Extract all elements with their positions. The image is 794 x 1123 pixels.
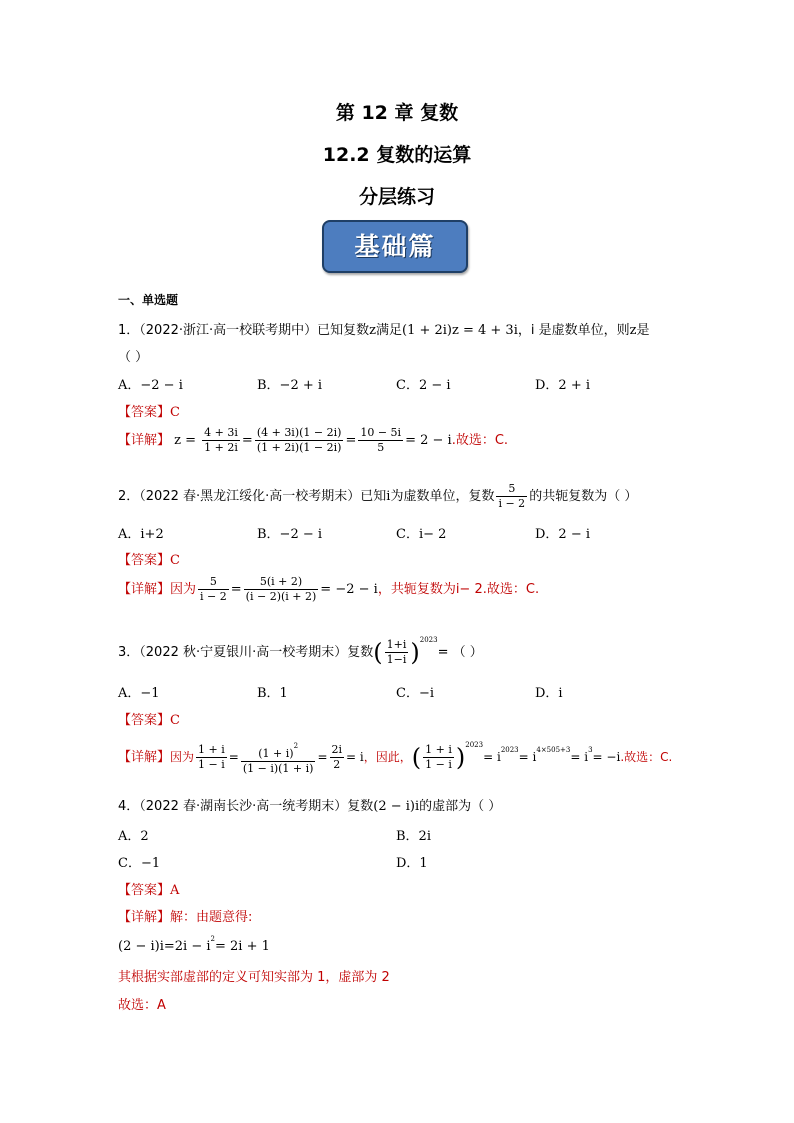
- q2-d-f1-num: 5: [209, 575, 217, 588]
- q3-d-f4-num: 1 + i: [425, 743, 452, 756]
- q4-option-c: C．−1: [118, 856, 161, 871]
- q2-stem-end: 的共轭复数为（ ）: [529, 489, 638, 504]
- q1-cond-pre: 满足: [375, 323, 402, 338]
- q1-option-a: A．−2 − i: [118, 378, 183, 393]
- section-title: 12.2 复数的运算: [322, 144, 472, 166]
- q4-calc-end: = 2i + 1: [215, 939, 270, 954]
- q3-d-chain-exp-2: 4×505+3: [536, 746, 571, 754]
- q1-f1-num: 4 + 3i: [204, 426, 238, 439]
- q1-answer: [118, 401, 180, 420]
- q3-d-chain-2: = i: [518, 750, 537, 764]
- chapter-title: 第 12 章 复数: [335, 102, 459, 124]
- q2-d-f2-den: (i − 2)(i + 2): [245, 590, 317, 603]
- q3-d-f3-den: 2: [330, 757, 345, 772]
- question-1-stem: [118, 319, 650, 338]
- q4-calculation: [118, 935, 270, 954]
- q3-d-f4-den: 1 − i: [425, 758, 452, 771]
- q2-mid: 为虚数单位，复数: [390, 489, 495, 504]
- q3-d-exp: 2023: [465, 741, 484, 749]
- q4-option-d: D．1: [396, 856, 428, 871]
- q2-detail-conjugate: ，共轭复数为i− 2: [377, 582, 483, 597]
- q2-answer: [118, 549, 180, 568]
- q3-d-chain-exp-1: 2023: [500, 746, 519, 754]
- q3-d-fraction-1: [196, 743, 227, 772]
- q1-f2-den: (1 + 2i)(1 − 2i): [256, 441, 342, 454]
- question-2-stem: [118, 482, 637, 511]
- q4-stem-text: 4．（2022 春·湖南长沙·高一统考期末）复数: [118, 799, 374, 814]
- q2-d-f2-num: 5(i + 2): [259, 575, 303, 588]
- q1-cond-post: ，i 是虚数单位，则: [517, 323, 630, 338]
- q3-d-f2-num: (1 + i): [258, 747, 294, 760]
- q4-expression: (2 − i)i: [373, 799, 420, 814]
- subtitle: 分层练习: [358, 186, 435, 208]
- q2-option-c: C．i− 2: [396, 527, 447, 542]
- q1-option-b: B．−2 + i: [257, 378, 323, 393]
- q3-d-mid: ，因此，: [363, 750, 412, 764]
- q1-f1-den: 1 + 2i: [204, 441, 238, 454]
- q1-paren: （ ）: [118, 350, 149, 365]
- detail-label: 【详解】: [118, 910, 171, 925]
- q3-option-b: B．1: [257, 686, 288, 701]
- q3-detail: 【详解】因为 $\frac{1 + i}{1 - i}$ = $\frac{(1 + i)^2}{(1 - i)(1 + i)}$ = $\frac{2i}{2}$ = i，因此，( $\frac{1 + i}{1 - i}$ )$^{2023}= i^{2023}= i^{4\times 505+3}= i^3= -i$.故选：C.: [118, 741, 673, 775]
- detail-label: 【详解】: [118, 750, 171, 765]
- question-4-stem: [118, 795, 501, 814]
- q1-var2: z: [629, 323, 637, 338]
- q3-d-chain-4: = −i: [592, 750, 621, 764]
- q2-d-f1-den: i − 2: [200, 590, 227, 603]
- q3-d-chain-3: = i: [570, 750, 589, 764]
- q3-d-f1-num: 1 + i: [198, 743, 225, 756]
- q1-result: = 2 − i: [405, 433, 452, 448]
- q3-d-end: .故选：C.: [620, 750, 673, 764]
- answer-label: 【答案】: [118, 405, 171, 420]
- q3-fraction: [385, 638, 409, 667]
- q2-detail: 【详解】因为 $\frac{5}{i - 2}$ = $\frac{5(i + 2)}{(i - 2)(i + 2)}$ = −2 − i，共轭复数为i− 2.故选：C.: [118, 575, 540, 603]
- q4-final: 故选：A: [118, 998, 166, 1013]
- q3-stem-text: 3．（2022 秋·宁夏银川·高一校考期末）复数: [118, 645, 374, 660]
- q2-i: i: [386, 489, 391, 504]
- q2-detail-result: = −2 − i: [320, 582, 378, 597]
- q3-option-a: A．−1: [118, 686, 160, 701]
- q3-exponent: 2023: [419, 636, 438, 644]
- q2-detail-end: .故选：C.: [482, 582, 540, 597]
- q1-stem-end: 是: [636, 323, 650, 338]
- q3-option-d: D．i: [535, 686, 563, 701]
- q1-f2-num: (4 + 3i)(1 − 2i): [256, 426, 342, 439]
- q4-answer-value: A: [170, 883, 180, 898]
- q4-calc: (2 − i)i=2i − i: [118, 939, 211, 954]
- q2-num: 5: [508, 482, 516, 495]
- q1-stem-text: 1．（2022·浙江·高一校联考期中）已知复数: [118, 323, 370, 338]
- q1-fraction-3: [358, 426, 403, 455]
- answer-label: 【答案】: [118, 883, 171, 898]
- q2-fraction: [496, 482, 527, 511]
- q2-option-b: B．−2 − i: [257, 527, 323, 542]
- q4-option-b: B．2i: [396, 829, 431, 844]
- q4-detail: [118, 906, 252, 925]
- q3-d-fraction-2: [241, 739, 316, 776]
- question-3-stem: 3．（2022 秋·宁夏银川·高一校考期末）复数( $\frac{1+i}{1-i}$ )$^{2023}$= （ ）: [118, 636, 483, 667]
- q3-d-f1-den: 1 − i: [198, 758, 225, 771]
- q1-f3-den: 5: [358, 440, 403, 455]
- q3-d-f2-den: (1 − i)(1 + i): [242, 762, 314, 775]
- q4-conclusion: 其根据实部虚部的定义可知实部为 1，虚部为 2: [118, 970, 390, 985]
- q3-d-result: = i: [346, 750, 364, 764]
- q1-f3-num: 10 − 5i: [360, 426, 402, 439]
- q4-option-a: A．2: [118, 829, 149, 844]
- q1-option-d: D．2 + i: [535, 378, 591, 393]
- q3-d-fraction-3: [330, 743, 345, 772]
- q4-stem-end: 的虚部为（ ）: [419, 799, 502, 814]
- q2-option-d: D．2 − i: [535, 527, 591, 542]
- section-heading: 一、单选题: [118, 293, 179, 307]
- q2-answer-value: C: [170, 553, 180, 568]
- q3-d-f2-exp: 2: [293, 742, 299, 750]
- q1-option-c: C．2 − i: [396, 378, 451, 393]
- q1-fraction-1: [202, 426, 240, 455]
- q3-d-chain-exp-3: 3: [588, 746, 593, 754]
- q3-d-fraction-4: [423, 743, 454, 772]
- q2-den: i − 2: [498, 497, 526, 510]
- q3-stem-end: = （ ）: [437, 645, 483, 660]
- q3-option-c: C．−i: [396, 686, 434, 701]
- q4-calc-exp: 2: [210, 935, 215, 943]
- q3-answer-value: C: [170, 713, 180, 728]
- q1-fraction-2: [255, 426, 344, 455]
- q1-var: z: [369, 323, 376, 338]
- q4-answer: [118, 879, 179, 898]
- q2-detail-fraction-2: [244, 575, 319, 604]
- answer-label: 【答案】: [118, 553, 171, 568]
- q3-d-chain-1: = i: [483, 750, 501, 764]
- q2-stem-text: 2．（2022 春·黑龙江绥化·高一校考期末）已知: [118, 489, 387, 504]
- q1-answer-value: C: [170, 405, 180, 420]
- q1-detail-end: .故选：C.: [451, 433, 509, 448]
- q3-num: 1+i: [386, 638, 407, 651]
- q4-detail-intro: 解：由题意得:: [170, 910, 253, 925]
- q1-eq: =: [241, 433, 253, 448]
- q1-detail-lhs: z =: [174, 433, 197, 448]
- answer-label: 【答案】: [118, 713, 171, 728]
- q3-den: 1−i: [386, 653, 407, 666]
- detail-label: 【详解】: [118, 433, 171, 448]
- q2-option-a: A．i+2: [118, 527, 164, 542]
- q3-detail-pre: 因为: [170, 750, 195, 764]
- detail-label: 【详解】: [118, 582, 171, 597]
- q2-detail-fraction-1: [198, 575, 229, 604]
- q1-detail: 【详解】 z = $\frac{4 + 3i}{1 + 2i}$ = $\frac{(4 + 3i)(1 - 2i)}{(1 + 2i)(1 - 2i)}$ = $\frac{10 - 5i}{5}$ = 2 − i.故选：C.: [118, 426, 509, 454]
- q1-condition: (1 + 2i)z = 4 + 3i: [402, 323, 518, 338]
- q2-detail-pre: 因为: [170, 582, 197, 597]
- q3-d-f3-num: 2i: [331, 743, 343, 756]
- level-banner: 基础篇: [322, 220, 468, 273]
- q3-answer: [118, 709, 180, 728]
